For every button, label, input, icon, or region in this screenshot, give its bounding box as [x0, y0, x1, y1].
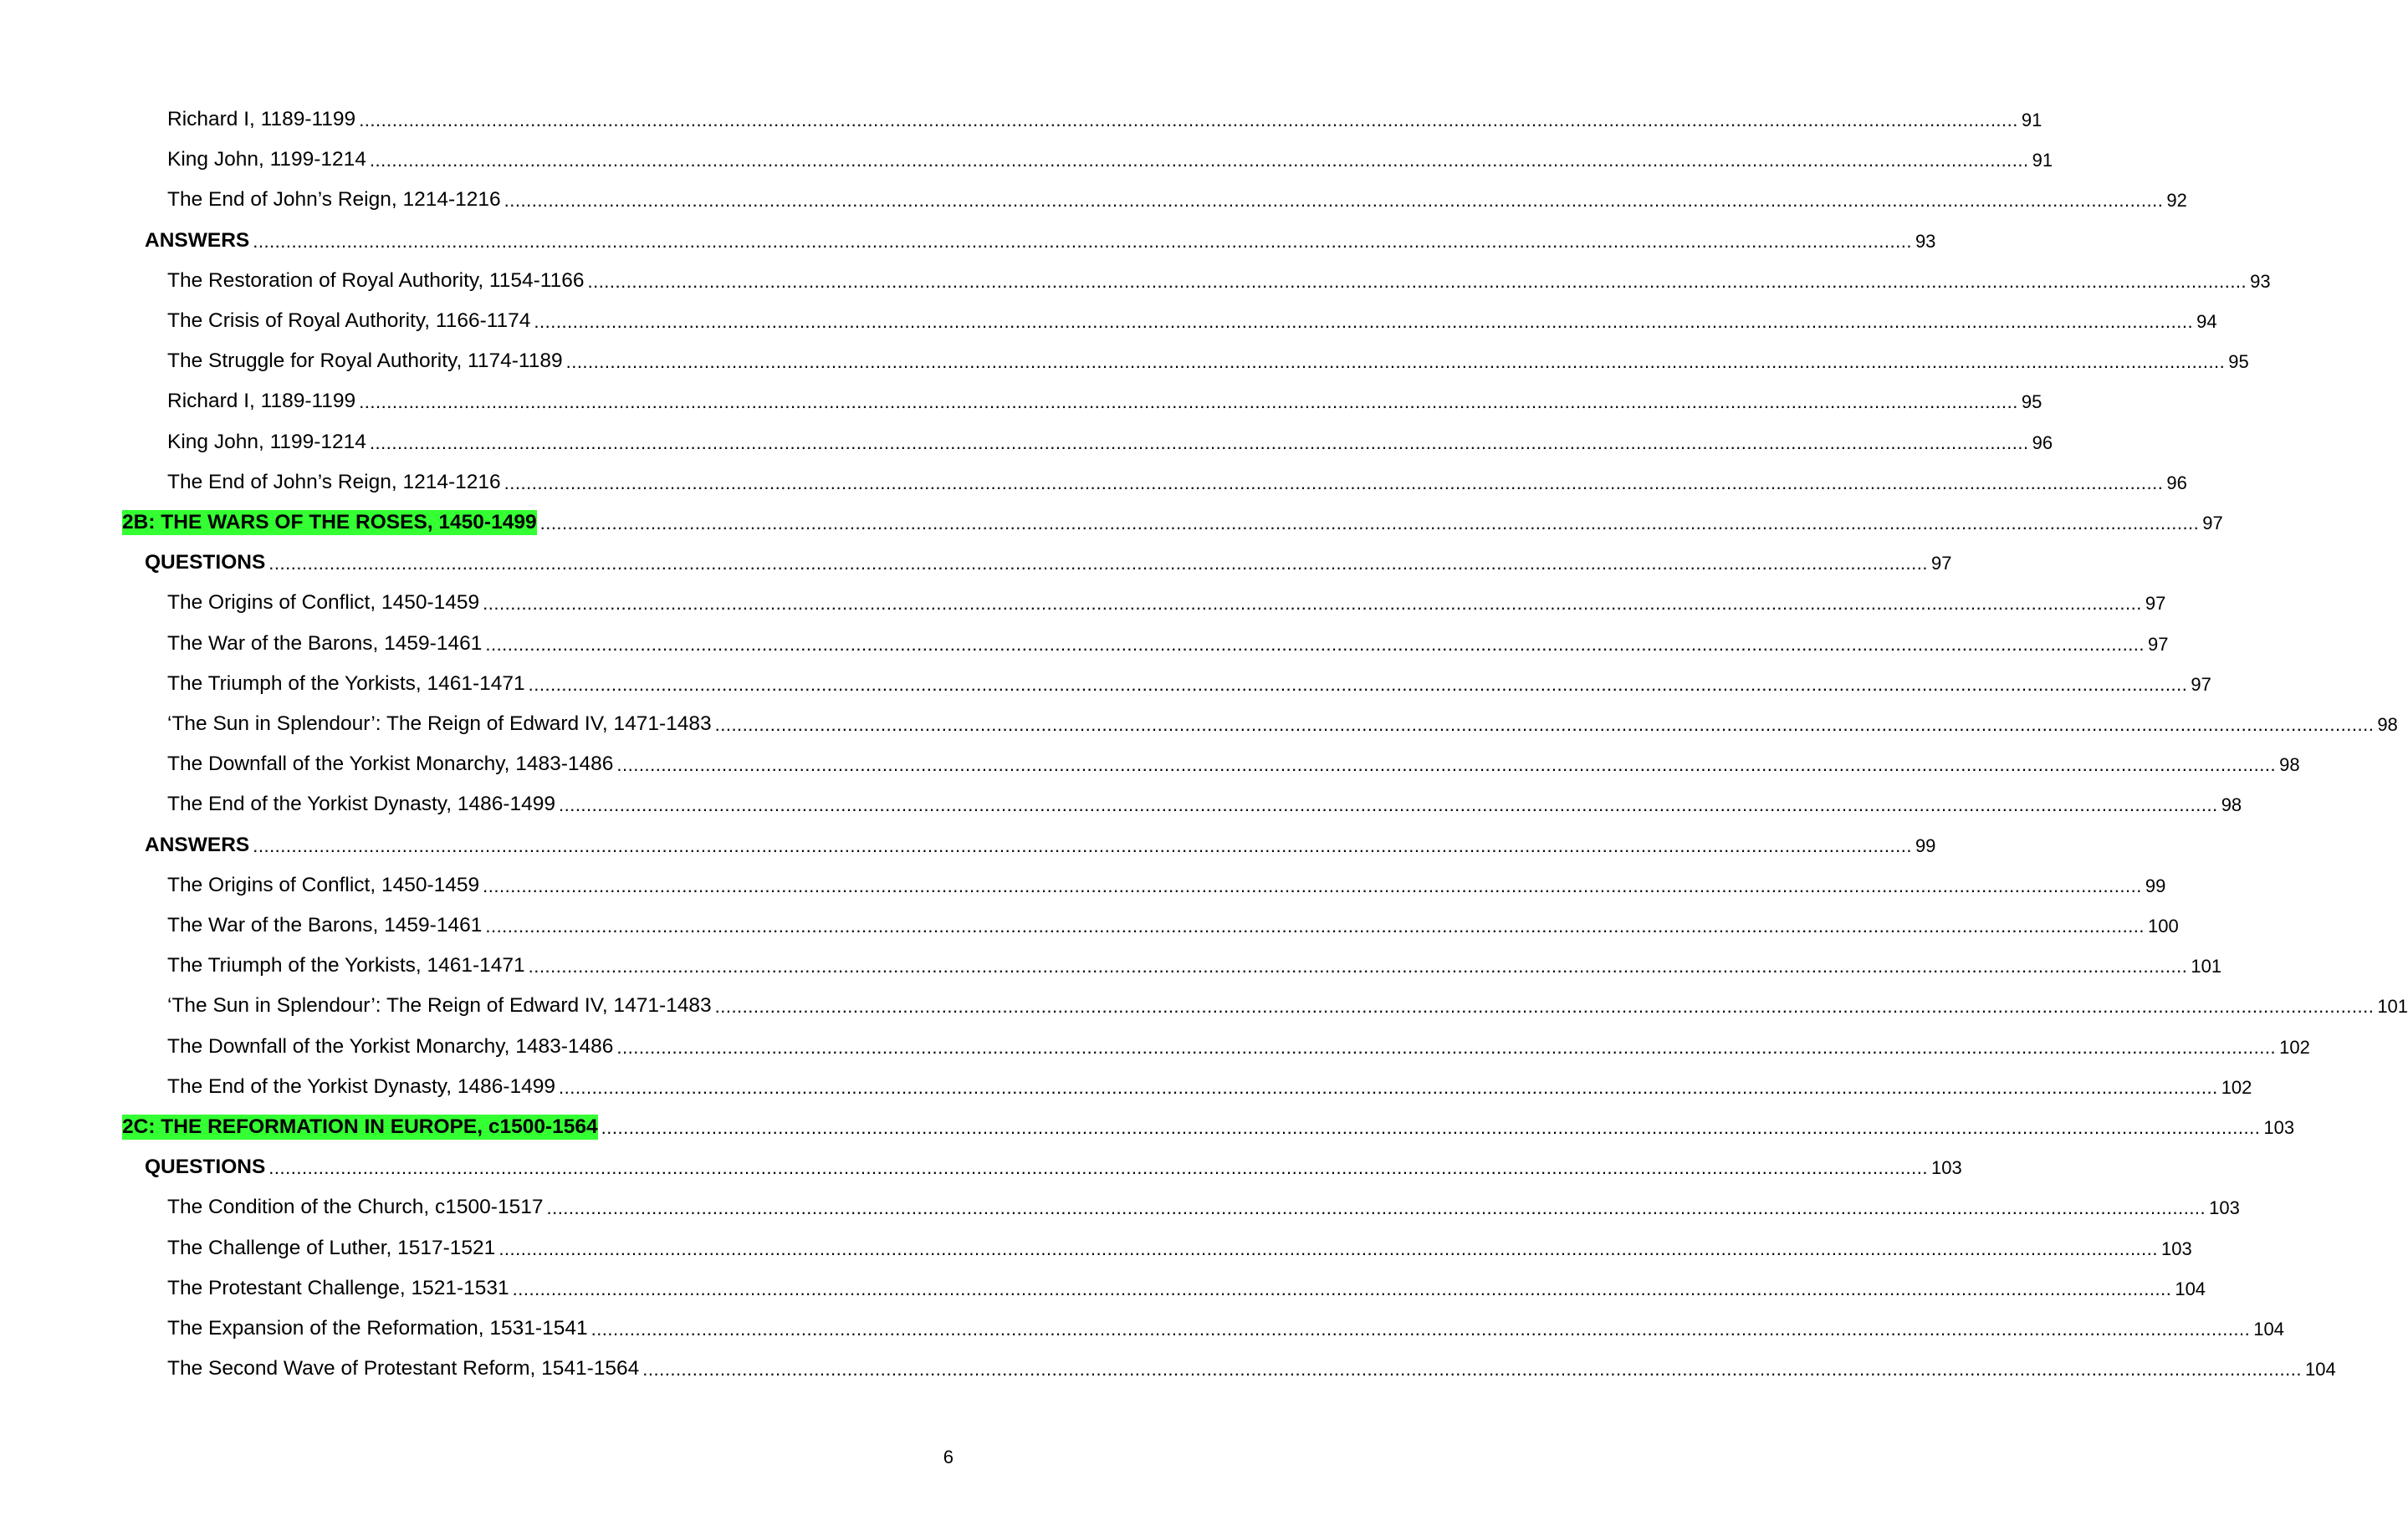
toc-dot-leader: ............................................................................................................................................................................................................................................................................................................ [483, 593, 2142, 615]
toc-entry-label: The War of the Barons, 1459-1461 [167, 914, 483, 936]
toc-entry-label: QUESTIONS [145, 1156, 266, 1179]
toc-entry[interactable] [0, 1031, 2310, 1059]
toc-entry-label: Richard I, 1189-1199 [167, 390, 356, 413]
toc-entry[interactable] [0, 870, 2166, 898]
toc-page-number: 94 [2196, 311, 2217, 332]
toc-subsection-heading[interactable] [0, 829, 1936, 858]
toc-entry-label: The Downfall of the Yorkist Monarchy, 1483-1486 [167, 1034, 614, 1058]
toc-dot-leader: ............................................................................................................................................................................................................................................................................................................ [369, 150, 2029, 171]
toc-dot-leader: ............................................................................................................................................................................................................................................................................................................ [253, 230, 1912, 252]
toc-page-number: 103 [1931, 1157, 1962, 1179]
toc-dot-leader: ............................................................................................................................................................................................................................................................................................................ [528, 956, 2188, 977]
toc-entry-label: Richard I, 1189-1199 [167, 108, 356, 130]
toc-entry-label: The Triumph of the Yorkists, 1461-1471 [167, 671, 525, 695]
toc-entry-label: ‘The Sun in Splendour’: The Reign of Edward IV, 1471-1483 [167, 712, 712, 735]
toc-entry-label: The War of the Barons, 1459-1461 [167, 631, 483, 655]
toc-dot-leader: ............................................................................................................................................................................................................................................................................................................ [485, 633, 2145, 655]
toc-page-number: 104 [2175, 1278, 2206, 1299]
toc-entry[interactable] [0, 1192, 2240, 1220]
toc-entry-label: The End of the Yorkist Dynasty, 1486-1499 [167, 1074, 555, 1098]
toc-page-number: 102 [2221, 1076, 2252, 1098]
toc-page-number: 97 [1931, 553, 1952, 574]
toc-dot-leader: ............................................................................................................................................................................................................................................................................................................ [253, 834, 1912, 856]
toc-dot-leader: ............................................................................................................................................................................................................................................................................................................ [268, 553, 1928, 574]
toc-entry-label: The End of the Yorkist Dynasty, 1486-1499 [167, 793, 555, 816]
toc-entry[interactable] [0, 1353, 2336, 1381]
toc-entry-label: The End of John’s Reign, 1214-1216 [167, 188, 501, 212]
toc-entry-label: The Triumph of the Yorkists, 1461-1471 [167, 954, 525, 977]
toc-section-heading[interactable] [0, 1111, 2295, 1140]
toc-page-number: 101 [2191, 956, 2222, 977]
toc-entry[interactable] [0, 1071, 2252, 1100]
toc-dot-leader: ............................................................................................................................................................................................................................................................................................................ [359, 110, 2018, 130]
toc-page-number: 96 [2166, 472, 2187, 493]
toc-dot-leader: ............................................................................................................................................................................................................................................................................................................ [616, 1036, 2277, 1058]
toc-dot-leader: ............................................................................................................................................................................................................................................................................................................ [539, 513, 2200, 533]
toc-entry[interactable] [0, 104, 2042, 132]
toc-dot-leader: ............................................................................................................................................................................................................................................................................................................ [268, 1157, 1928, 1179]
toc-page-number: 97 [2191, 673, 2211, 695]
toc-dot-leader: ............................................................................................................................................................................................................................................................................................................ [504, 190, 2164, 212]
toc-dot-leader: ............................................................................................................................................................................................................................................................................................................ [714, 714, 2375, 735]
toc-entry-label: The Struggle for Royal Authority, 1174-1189 [167, 350, 563, 373]
toc-entry-label: ANSWERS [145, 833, 250, 856]
toc-page-number: 93 [1915, 230, 1936, 252]
toc-entry[interactable] [0, 748, 2300, 777]
toc-dot-leader: ............................................................................................................................................................................................................................................................................................................ [483, 875, 2142, 896]
toc-entry[interactable] [0, 1273, 2206, 1301]
toc-section-heading[interactable] [0, 507, 2223, 535]
toc-entry-label: King John, 1199-1214 [167, 430, 366, 453]
toc-entry[interactable] [0, 265, 2271, 293]
toc-entry-label: The Condition of the Church, c1500-1517 [167, 1196, 544, 1219]
toc-dot-leader: ............................................................................................................................................................................................................................................................................................................ [558, 1076, 2218, 1098]
toc-entry-label: 2B: THE WARS OF THE ROSES, 1450-1499 [122, 511, 537, 533]
toc-entry-label: King John, 1199-1214 [167, 148, 366, 171]
toc-dot-leader: ............................................................................................................................................................................................................................................................................................................ [546, 1197, 2206, 1219]
toc-entry-label: The Challenge of Luther, 1517-1521 [167, 1236, 496, 1259]
toc-entry-label: QUESTIONS [145, 551, 266, 574]
toc-entry[interactable] [0, 426, 2053, 455]
toc-entry-label: 2C: THE REFORMATION IN EUROPE, c1500-1564 [122, 1115, 598, 1138]
toc-page-number: 95 [2228, 351, 2249, 373]
toc-dot-leader: ............................................................................................................................................................................................................................................................................................................ [587, 270, 2247, 292]
toc-page-number: 97 [2148, 633, 2169, 655]
toc-page-number: 92 [2166, 190, 2187, 212]
toc-page-number: 104 [2253, 1319, 2284, 1340]
toc-entry[interactable] [0, 708, 2398, 737]
toc-entry[interactable] [0, 144, 2053, 172]
toc-page-number: 101 [2377, 996, 2408, 1018]
toc-entry[interactable] [0, 668, 2211, 697]
toc-dot-leader: ............................................................................................................................................................................................................................................................................................................ [504, 472, 2164, 493]
toc-entry[interactable] [0, 1313, 2284, 1341]
toc-entry-label: ANSWERS [145, 228, 250, 252]
toc-page-number: 98 [2279, 754, 2300, 776]
toc-page-number: 97 [2145, 593, 2166, 615]
toc-subsection-heading[interactable] [0, 1151, 1962, 1180]
toc-page-number: 103 [2161, 1238, 2192, 1259]
toc-dot-leader: ............................................................................................................................................................................................................................................................................................................ [534, 311, 2194, 332]
toc-dot-leader: ............................................................................................................................................................................................................................................................................................................ [714, 996, 2375, 1018]
toc-entry[interactable] [0, 990, 2408, 1018]
toc-page-number: 100 [2148, 916, 2179, 936]
toc-subsection-heading[interactable] [0, 547, 1952, 575]
toc-page-number: 99 [1915, 834, 1936, 856]
toc-page-number: 104 [2304, 1359, 2336, 1380]
toc-entry[interactable] [0, 950, 2222, 978]
toc-entry[interactable] [0, 788, 2242, 817]
toc-dot-leader: ............................................................................................................................................................................................................................................................................................................ [590, 1319, 2251, 1340]
toc-entry-label: The Protestant Challenge, 1521-1531 [167, 1276, 509, 1299]
toc-entry-label: The Crisis of Royal Authority, 1166-1174 [167, 309, 531, 332]
toc-dot-leader: ............................................................................................................................................................................................................................................................................................................ [642, 1359, 2302, 1380]
toc-entry-label: The Expansion of the Reformation, 1531-1541 [167, 1317, 588, 1340]
toc-page-number: 97 [2202, 513, 2223, 533]
toc-entry-label: The Origins of Conflict, 1450-1459 [167, 873, 480, 896]
toc-page-number: 96 [2032, 431, 2053, 453]
toc-page-number: 91 [2032, 150, 2053, 171]
toc-dot-leader: ............................................................................................................................................................................................................................................................................................................ [485, 916, 2145, 936]
toc-page-number: 98 [2377, 714, 2398, 735]
toc-entry-label: ‘The Sun in Splendour’: The Reign of Edward IV, 1471-1483 [167, 994, 712, 1018]
toc-subsection-heading[interactable] [0, 225, 1936, 253]
toc-entry[interactable] [0, 305, 2217, 334]
toc-entry-label: The End of John’s Reign, 1214-1216 [167, 470, 501, 493]
toc-page-number: 99 [2145, 875, 2166, 896]
toc-entry[interactable] [0, 184, 2187, 212]
toc-entry[interactable] [0, 345, 2249, 374]
toc-page-number: 91 [2021, 110, 2042, 130]
toc-dot-leader: ............................................................................................................................................................................................................................................................................................................ [359, 391, 2018, 413]
toc-dot-leader: ............................................................................................................................................................................................................................................................................................................ [512, 1278, 2172, 1299]
toc-entry-label: The Restoration of Royal Authority, 1154-1166 [167, 268, 585, 292]
toc-entry-label: The Downfall of the Yorkist Monarchy, 1483-1486 [167, 753, 614, 776]
toc-page-number: 98 [2221, 794, 2242, 816]
toc-page-number: 102 [2279, 1036, 2310, 1058]
toc-entry[interactable] [0, 628, 2169, 656]
toc-entry-label: The Second Wave of Protestant Reform, 1541-1564 [167, 1357, 640, 1380]
toc-page-number: 95 [2021, 391, 2042, 413]
toc-dot-leader: ............................................................................................................................................................................................................................................................................................................ [558, 794, 2218, 816]
toc-entry-label: The Origins of Conflict, 1450-1459 [167, 591, 480, 615]
toc-entry[interactable] [0, 1232, 2192, 1261]
toc-entry[interactable] [0, 467, 2187, 495]
toc-dot-leader: ............................................................................................................................................................................................................................................................................................................ [616, 754, 2277, 776]
toc-entry[interactable] [0, 385, 2042, 414]
toc-page-number: 103 [2209, 1197, 2240, 1219]
toc-dot-leader: ............................................................................................................................................................................................................................................................................................................ [601, 1117, 2261, 1138]
toc-page-number: 93 [2250, 270, 2271, 292]
toc-entry[interactable] [0, 910, 2179, 938]
toc-page-number: 103 [2263, 1117, 2295, 1138]
toc-dot-leader: ............................................................................................................................................................................................................................................................................................................ [528, 673, 2188, 695]
toc-entry[interactable] [0, 587, 2166, 615]
page-number: 6 [943, 1447, 953, 1467]
toc-dot-leader: ............................................................................................................................................................................................................................................................................................................ [498, 1238, 2159, 1259]
toc-dot-leader: ............................................................................................................................................................................................................................................................................................................ [369, 431, 2029, 453]
toc-dot-leader: ............................................................................................................................................................................................................................................................................................................ [565, 351, 2226, 373]
